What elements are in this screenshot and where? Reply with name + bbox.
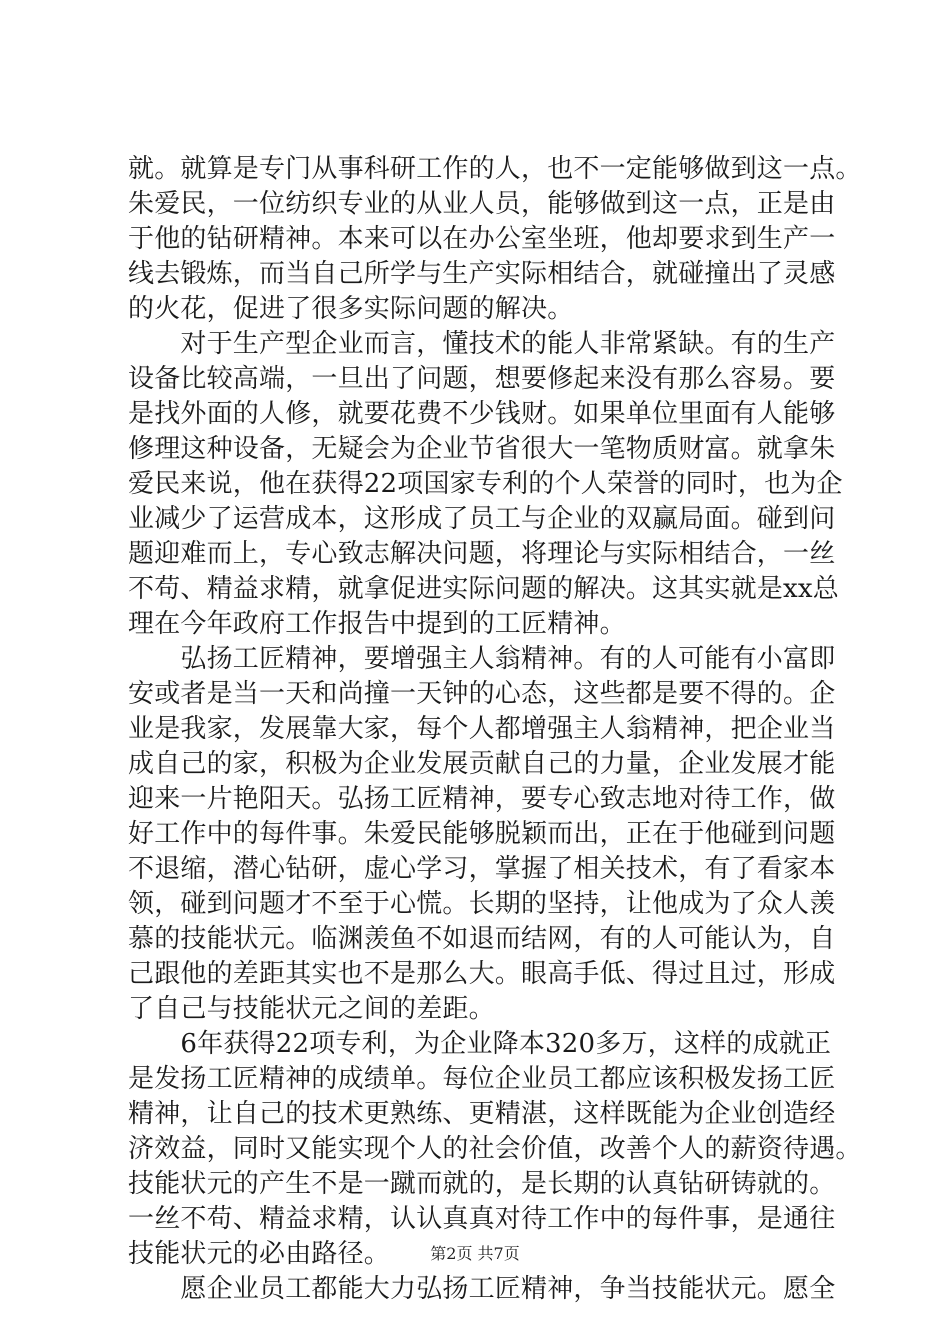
text-line: 理在今年政府工作报告中提到的工匠精神。: [128, 609, 626, 639]
text-line: 6年获得22项专利，为企业降本320多万，这样的成就正: [128, 1029, 832, 1059]
text-line: 爱民来说，他在获得22项国家专利的个人荣誉的同时，也为企: [128, 469, 843, 499]
text-line: 业是我家，发展靠大家，每个人都增强主人翁精神，把企业当: [128, 714, 836, 744]
text-line: 技能状元的产生不是一蹴而就的，是长期的认真钻研铸就的。: [128, 1169, 836, 1199]
text-line: 是找外面的人修，就要花费不少钱财。如果单位里面有人能够: [128, 399, 836, 429]
text-line: 的火花，促进了很多实际问题的解决。: [128, 294, 574, 324]
text-line: 精神，让自己的技术更熟练、更精湛，这样既能为企业创造经: [128, 1099, 836, 1129]
text-line: 安或者是当一天和尚撞一天钟的心态，这些都是要不得的。企: [128, 679, 836, 709]
text-line: 设备比较高端，一旦出了问题，想要修起来没有那么容易。要: [128, 364, 836, 394]
text-line: 对于生产型企业而言，懂技术的能人非常紧缺。有的生产: [128, 329, 836, 359]
text-line: 领，碰到问题才不至于心慌。长期的坚持，让他成为了众人羡: [128, 889, 836, 919]
text-line: 愿企业员工都能大力弘扬工匠精神，争当技能状元。愿全: [128, 1274, 836, 1304]
text-line: 迎来一片艳阳天。弘扬工匠精神，要专心致志地对待工作，做: [128, 784, 836, 814]
text-line: 线去锻炼，而当自己所学与生产实际相结合，就碰撞出了灵感: [128, 259, 836, 289]
text-line: 不退缩，潜心钻研，虚心学习，掌握了相关技术，有了看家本: [128, 854, 836, 884]
body-text: [128, 152, 862, 1307]
text-line: 慕的技能状元。临渊羡鱼不如退而结网，有的人可能认为，自: [128, 924, 836, 954]
page-footer: 第2页 共7页: [430, 1244, 520, 1263]
text-line: 是发扬工匠精神的成绩单。每位企业员工都应该积极发扬工匠: [128, 1064, 836, 1094]
text-line: 业减少了运营成本，这形成了员工与企业的双赢局面。碰到问: [128, 504, 836, 534]
text-line: 题迎难而上，专心致志解决问题，将理论与实际相结合，一丝: [128, 539, 836, 569]
text-line: 不苟、精益求精，就拿促进实际问题的解决。这其实就是xx总: [128, 574, 839, 604]
text-line: 己跟他的差距其实也不是那么大。眼高手低、得过且过，形成: [128, 959, 836, 989]
text-line: 一丝不苟、精益求精，认认真真对待工作中的每件事，是通往: [128, 1204, 836, 1234]
text-line: 了自己与技能状元之间的差距。: [128, 994, 495, 1024]
text-line: 成自己的家，积极为企业发展贡献自己的力量，企业发展才能: [128, 749, 836, 779]
text-line: 于他的钻研精神。本来可以在办公室坐班，他却要求到生产一: [128, 224, 836, 254]
text-line: 朱爱民，一位纺织专业的从业人员，能够做到这一点，正是由: [128, 189, 836, 219]
text-line: 济效益，同时又能实现个人的社会价值，改善个人的薪资待遇。: [128, 1134, 862, 1164]
text-line: 技能状元的必由路径。: [128, 1239, 391, 1269]
text-line: 好工作中的每件事。朱爱民能够脱颖而出，正在于他碰到问题: [128, 819, 836, 849]
text-line: 修理这种设备，无疑会为企业节省很大一笔物质财富。就拿朱: [128, 434, 836, 464]
text-line: 弘扬工匠精神，要增强主人翁精神。有的人可能有小富即: [128, 644, 836, 674]
text-line: 就。就算是专门从事科研工作的人，也不一定能够做到这一点。: [128, 154, 862, 184]
